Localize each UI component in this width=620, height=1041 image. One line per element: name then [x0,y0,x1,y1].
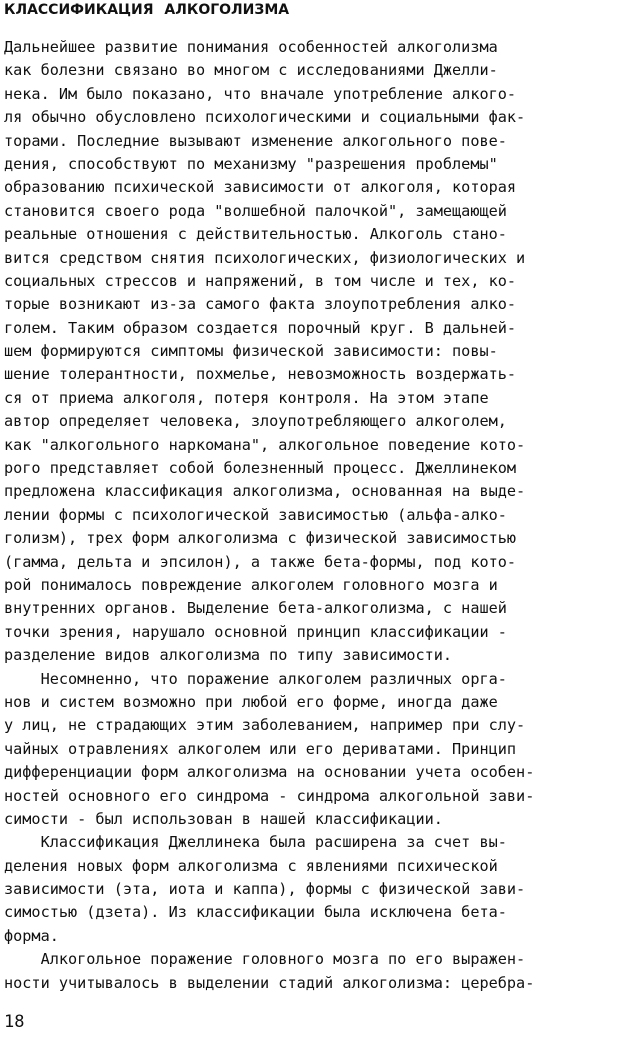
text-line: реальные отношения с действительностью. Алкоголь стано- [4,225,507,244]
text-line: ся от приема алкоголя, потеря контроля. На этом этапе [4,388,489,407]
text-line: вится средством снятия психологических, физиологических и [4,248,526,267]
text-line: автор определяет человека, злоупотребляющего алкоголем, [4,412,507,431]
text-line: (гамма, дельта и эпсилон), а также бета-формы, под кото- [4,552,517,571]
text-line: торами. Последние вызывают изменение алкогольного пове- [4,131,507,150]
text-line: дифференциации форм алкоголизма на основании учета особен- [4,763,535,782]
text-line: форма. [4,926,59,945]
page-number: 18 [4,1012,25,1032]
text-line: шение толерантности, похмелье, невозможность воздержать- [4,365,517,384]
text-line: зависимости (эта, иота и каппа), формы с физической зави- [4,880,526,899]
text-line: чайных отравлениях алкоголем или его дериватами. Принцип [4,739,517,758]
text-line: нов и систем возможно при любой его форме, иногда даже [4,692,498,711]
body-text [4,36,616,995]
text-line: у лиц, не страдающих этим заболеванием, например при слу- [4,716,526,735]
text-line: Дальнейшее развитие понимания особенностей алкоголизма [4,38,498,56]
text-line: торые возникают из-за самого факта злоупотребления алко- [4,295,517,314]
text-line: голизм), трех форм алкоголизма с физической зависимостью [4,529,517,548]
text-line: внутренних органов. Выделение бета-алкоголизма, с нашей [4,599,507,618]
text-line: социальных стрессов и напряжений, в том числе и тех, ко- [4,271,517,290]
text-line: как болезни связано во многом с исследованиями Джелли- [4,61,498,80]
text-line: как "алкогольного наркомана", алкогольное поведение кото- [4,435,526,454]
text-line: нека. Им было показано, что вначале употребление алкого- [4,84,517,103]
text-line: рого представляет собой болезненный процесс. Джеллинеком [4,459,517,478]
text-line: ля обычно обусловлено психологическими и социальными фак- [4,108,526,127]
text-line: становится своего рода "волшебной палочкой", замещающей [4,201,507,220]
text-line: предложена классификация алкоголизма, основанная на выде- [4,482,526,501]
text-line: симости - был использован в нашей классификации. [4,809,443,828]
text-line: ности учитывалось в выделении стадий алкоголизма: церебра- [4,973,535,992]
text-line: Несомненно, что поражение алкоголем различных орга- [4,669,507,688]
text-line: голем. Таким образом создается порочный круг. В дальней- [4,318,517,337]
text-line: дения, способствуют по механизму "разрешения проблемы" [4,154,498,173]
text-line: симостью (дзета). Из классификации была исключена бета- [4,903,507,922]
text-line: разделение видов алкоголизма по типу зависимости. [4,646,453,665]
text-line: шем формируются симптомы физической зависимости: повы- [4,342,498,361]
text-line: Классификация Джеллинека была расширена за счет вы- [4,833,507,852]
text-line: ностей основного его синдрома - синдрома алкогольной зави- [4,786,535,805]
text-line: точки зрения, нарушало основной принцип классификации - [4,622,507,641]
running-header: КЛАССИФИКАЦИЯ АЛКОГОЛИЗМА [4,2,290,18]
text-line: рой понималось повреждение алкоголем головного мозга и [4,575,498,594]
text-line: деления новых форм алкоголизма с явлениями психической [4,856,498,875]
text-line: образованию психической зависимости от алкоголя, которая [4,178,517,197]
text-line: лении формы с психологической зависимостью (альфа-алко- [4,505,507,524]
text-line: Алкогольное поражение головного мозга по его выражен- [4,950,526,969]
